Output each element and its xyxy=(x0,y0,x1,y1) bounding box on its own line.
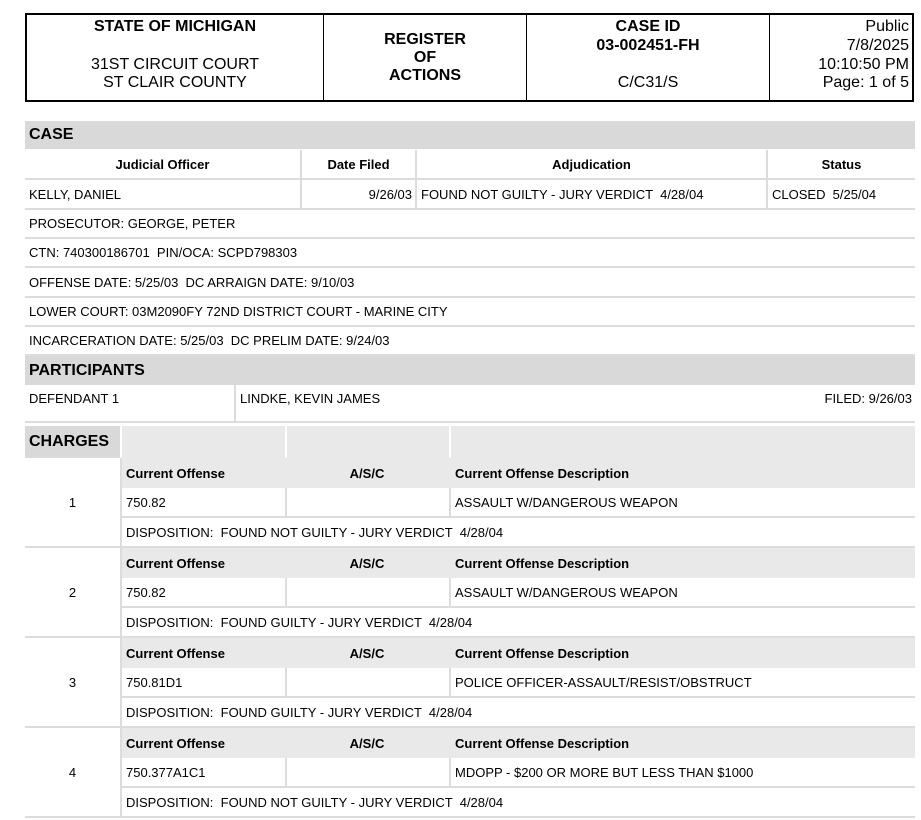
description-header: Current Offense Description xyxy=(455,735,630,751)
case-id-block xyxy=(527,15,770,100)
page-number: Page: 1 of 5 xyxy=(822,74,909,91)
description-header: Current Offense Description xyxy=(455,555,630,571)
case-code: C/C31/S xyxy=(617,74,679,91)
offense-header: Current Offense xyxy=(126,465,225,481)
case-info-row xyxy=(25,298,915,327)
case-info-row xyxy=(25,239,915,268)
print-date: 7/8/2025 xyxy=(846,37,909,54)
offense-header: Current Offense xyxy=(126,645,225,661)
charge-value-row xyxy=(122,668,915,698)
case-info-row xyxy=(25,210,915,239)
charge-value-row xyxy=(122,758,915,788)
charge-number: 4 xyxy=(25,728,120,818)
judicial-officer-header: Judicial Officer xyxy=(115,156,210,172)
judicial-officer: KELLY, DANIEL xyxy=(29,186,122,202)
disposition-row xyxy=(122,698,915,728)
register-line-3: ACTIONS xyxy=(389,67,461,84)
status-header: Status xyxy=(821,156,862,172)
adjudication-header: Adjudication xyxy=(552,156,631,172)
court-info xyxy=(27,15,324,100)
description-header: Current Offense Description xyxy=(455,645,630,661)
case-info-row xyxy=(25,327,915,356)
charge-header-row xyxy=(122,458,915,488)
case-id: 03-002451-FH xyxy=(596,37,700,54)
disposition: DISPOSITION: FOUND GUILTY - JURY VERDICT 4/28/04 xyxy=(126,614,473,630)
description-header: Current Offense Description xyxy=(455,465,630,481)
participant-row xyxy=(25,385,915,423)
offense-code: 750.82 xyxy=(126,494,166,510)
disposition-row xyxy=(122,788,915,818)
offense-code: 750.377A1C1 xyxy=(126,764,206,780)
adjudication: FOUND NOT GUILTY - JURY VERDICT 4/28/04 xyxy=(421,186,704,202)
disposition-row xyxy=(122,608,915,638)
asc-header: A/S/C xyxy=(349,735,385,751)
county-name: ST CLAIR COUNTY xyxy=(103,74,247,91)
charge-header-row xyxy=(122,638,915,668)
offense-description: ASSAULT W/DANGEROUS WEAPON xyxy=(455,494,678,510)
offense-header: Current Offense xyxy=(126,555,225,571)
charge-block xyxy=(25,728,915,818)
participant-role: DEFENDANT 1 xyxy=(29,390,120,406)
register-line-1: REGISTER xyxy=(384,31,466,48)
print-time: 10:10:50 PM xyxy=(818,56,909,73)
charge-number: 2 xyxy=(25,548,120,638)
charge-block xyxy=(25,458,915,548)
date-filed-header: Date Filed xyxy=(327,156,390,172)
charges-section-title: CHARGES xyxy=(25,426,120,458)
charges-title-row xyxy=(25,426,915,458)
disposition: DISPOSITION: FOUND GUILTY - JURY VERDICT 4/28/04 xyxy=(126,704,473,720)
date-filed: 9/26/03 xyxy=(368,186,412,202)
document-header xyxy=(25,13,914,102)
case-status: CLOSED 5/25/04 xyxy=(772,186,877,202)
charge-number: 3 xyxy=(25,638,120,728)
register-line-2: OF xyxy=(413,49,437,66)
charge-header-row xyxy=(122,548,915,578)
case-summary-row xyxy=(25,180,915,210)
charge-value-row xyxy=(122,578,915,608)
offense-date: OFFENSE DATE: 5/25/03 DC ARRAIGN DATE: 9/10/03 xyxy=(29,274,355,290)
case-id-label: CASE ID xyxy=(615,18,681,35)
charge-block xyxy=(25,638,915,728)
asc-header: A/S/C xyxy=(349,465,385,481)
charge-block xyxy=(25,548,915,638)
ctn-pin: CTN: 740300186701 PIN/OCA: SCPD798303 xyxy=(29,245,298,260)
prosecutor: PROSECUTOR: GEORGE, PETER xyxy=(29,216,236,231)
offense-description: MDOPP - $200 OR MORE BUT LESS THAN $1000 xyxy=(455,764,754,780)
incarceration-date: INCARCERATION DATE: 5/25/03 DC PRELIM DATE: 9/24/03 xyxy=(29,333,390,348)
disposition: DISPOSITION: FOUND NOT GUILTY - JURY VERDICT 4/28/04 xyxy=(126,524,504,540)
charge-header-row xyxy=(122,728,915,758)
offense-description: POLICE OFFICER-ASSAULT/RESIST/OBSTRUCT xyxy=(455,674,752,690)
visibility: Public xyxy=(865,18,909,35)
register-title xyxy=(324,15,527,100)
asc-value xyxy=(287,578,291,606)
case-header-row xyxy=(25,150,915,180)
participant-name: LINDKE, KEVIN JAMES xyxy=(240,390,381,406)
disposition: DISPOSITION: FOUND NOT GUILTY - JURY VERDICT 4/28/04 xyxy=(126,794,504,810)
charge-value-row xyxy=(122,488,915,518)
print-info xyxy=(770,15,912,100)
asc-header: A/S/C xyxy=(349,555,385,571)
lower-court: LOWER COURT: 03M2090FY 72ND DISTRICT COURT - MARINE CITY xyxy=(29,304,448,319)
case-info-row xyxy=(25,268,915,298)
offense-code: 750.82 xyxy=(126,584,166,600)
disposition-row xyxy=(122,518,915,548)
state-name: STATE OF MICHIGAN xyxy=(93,18,257,35)
asc-header: A/S/C xyxy=(349,645,385,661)
charge-number: 1 xyxy=(25,458,120,548)
case-section-title: CASE xyxy=(25,121,915,149)
participants-section-title: PARTICIPANTS xyxy=(25,356,915,385)
asc-value xyxy=(287,668,291,696)
participant-filed: FILED: 9/26/03 xyxy=(824,390,912,406)
offense-header: Current Offense xyxy=(126,735,225,751)
court-name: 31ST CIRCUIT COURT xyxy=(90,56,260,73)
offense-code: 750.81D1 xyxy=(126,674,183,690)
asc-value xyxy=(287,488,291,516)
offense-description: ASSAULT W/DANGEROUS WEAPON xyxy=(455,584,678,600)
asc-value xyxy=(287,758,291,786)
